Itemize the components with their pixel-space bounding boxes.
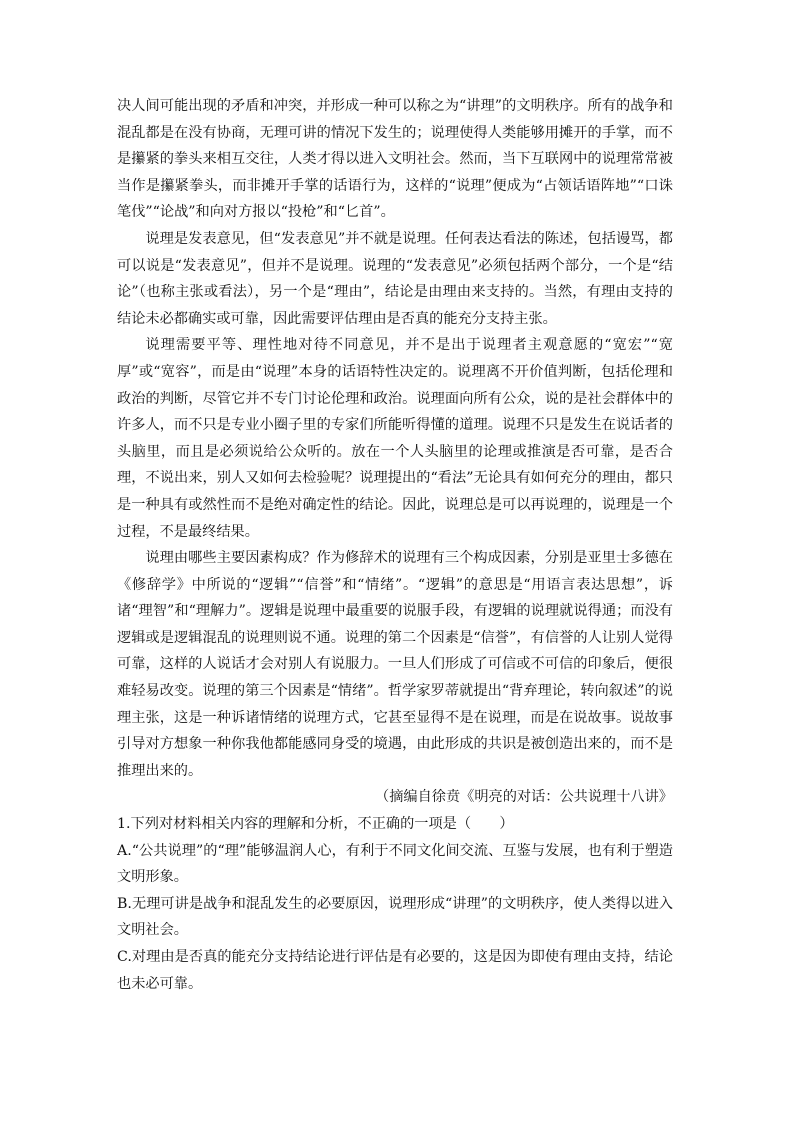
- document-page: [117, 93, 673, 997]
- question-option-a: A.“公共说理”的“理”能够温润人心，有利于不同文化间交流、互鉴与发展，也有利于塑造文明形象。: [117, 842, 673, 886]
- question-option-c: C.对理由是否真的能充分支持结论进行评估是有必要的，这是因为即使有理由支持，结论也未必可靠。: [117, 949, 673, 992]
- passage-paragraph-1: 决人间可能出现的矛盾和冲突，并形成一种可以称之为“讲理”的文明秩序。所有的战争和混乱都是在没有协商，无理可讲的情况下发生的；说理使得人类能够用摊开的手掌，而不是攥紧的拳头来相互交往，人类才得以进入文明社会。然而，当下互联网中的说理常常被当作是攥紧拳头，而非摊开手掌的话语行为，这样的“说理”便成为“占领话语阵地”“口诛笔伐”“论战”和向对方报以“投枪”和“匕首”。: [117, 98, 673, 221]
- passage-source: （摘编自徐贲《明亮的对话：公共说理十八讲》: [375, 789, 673, 806]
- passage-paragraph-2: 说理是发表意见，但“发表意见”并不就是说理。任何表达看法的陈述，包括谩骂，都可以说是“发表意见”，但并不是说理。说理的“发表意见”必须包括两个部分，一个是“结论”（也称主张或看法），另一个是“理由”，结论是由理由来支持的。当然，有理由支持的结论未必都确实或可靠，因此需要评估理由是否真的能充分支持主张。: [117, 230, 673, 327]
- question-stem: 1.下列对材料相关内容的理解和分析，不正确的一项是（ ）: [117, 816, 514, 833]
- passage-paragraph-3: 说理需要平等、理性地对待不同意见，并不是出于说理者主观意愿的“宽宏”“宽厚”或“宽容”，而是由“说理”本身的话语特性决定的。说理离不开价值判断，包括伦理和政治的判断，尽管它并不专门讨论伦理和政治。说理面向所有公众，说的是社会群体中的许多人，而不只是专业小圈子里的专家们所能听得懂的道理。说理不只是发生在说话者的头脑里，而且是必须说给公众听的。放在一个人头脑里的论理或推演是否可靠，是否合理，不说出来，别人又如何去检验呢？说理提出的“看法”无论具有如何充分的理由，都只是一种具有或然性而不是绝对确定性的结论。因此，说理总是可以再说理的，说理是一个过程，不是最终结果。: [117, 337, 673, 540]
- question-option-b: B.无理可讲是战争和混乱发生的必要原因，说理形成“讲理”的文明秩序，使人类得以进入文明社会。: [117, 895, 673, 939]
- passage-paragraph-4: 说理由哪些主要因素构成？作为修辞术的说理有三个构成因素，分别是亚里士多德在《修辞学》中所说的“逻辑”“信誉”和“情绪”。“逻辑”的意思是“用语言表达思想”，诉诸“理智”和“理解力”。逻辑是说理中最重要的说服手段，有逻辑的说理就说得通；而没有逻辑或是逻辑混乱的说理则说不通。说理的第二个因素是“信誉”，有信誉的人让别人觉得可靠，这样的人说话才会对别人有说服力。一旦人们形成了可信或不可信的印象后，便很难轻易改变。说理的第三个因素是“情绪”。哲学家罗蒂就提出“背弃理论，转向叙述”的说理主张，这是一种诉诸情绪的说理方式，它甚至显得不是在说理，而是在说故事。说故事引导对方想象一种你我他都能感同身受的境遇，由此形成的共识是被创造出来的，而不是推理出来的。: [117, 550, 673, 779]
